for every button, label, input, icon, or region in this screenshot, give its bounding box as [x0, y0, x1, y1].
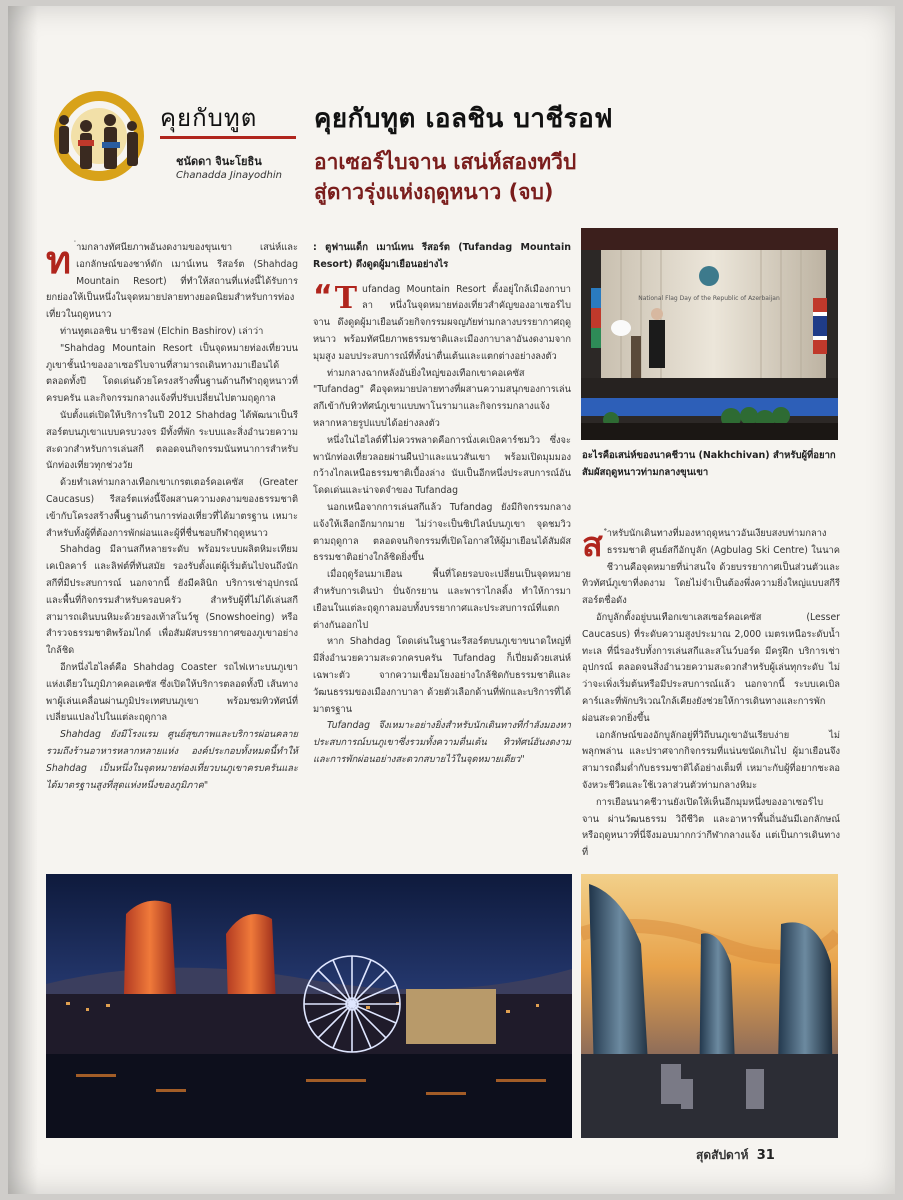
quote-mark: “: [313, 278, 333, 314]
flame-towers-sunset-photo: [581, 874, 838, 1138]
dropcap: ท: [46, 237, 72, 282]
author-name-thai: ชนัดดา จินะโยธิน: [176, 155, 262, 168]
article-column-2: [313, 240, 571, 769]
paragraph: นับตั้งแต่เปิดให้บริการในปี 2012 Shahdag ได้พัฒนาเป็นรีสอร์ตบนภูเขาแบบครบวงจร มีทั้งที่พัก ระบบและสิ่งอำนวยความสะดวกสำหรับการเล่นสกี ตลอดจนกิจกรรมนันทนาการสำหรับนักท่องเที่ยวทุกช่วงวัย: [46, 409, 298, 472]
article-column-1: [46, 237, 298, 794]
column-logo-illustration: [44, 90, 154, 188]
dropcap: ส: [582, 525, 603, 565]
paragraph: ่ามกลางทัศนียภาพอันงดงามของขุนเขา เสน่ห์และเอกลักษณ์ของชาห์ดัก เมาน์เทน รีสอร์ต (Shahdag Mountain Resort) ที่ทำให้สถานที่แห่งนี้ได้รับการยกย่องให้เป็นหนึ่งในจุดหมายปลายทางยอดนิยมสำหรับการท่องเที่ยวในฤดูหนาว: [46, 242, 298, 321]
paragraph: เอกลักษณ์ของอักบูลักอยู่ที่วิถีบนภูเขาอันเรียบง่าย ไม่พลุกพล่าน และปราศจากกิจกรรมที่แน่นขนัดเกินไป ผู้มาเยือนจึงสามารถดื่มด่ำกับธรรมชาติได้อย่างเต็มที่ เหมาะกับผู้ที่อยากชะลอจังหวะชีวิตและใช้เวลาส่วนตัวท่ามกลางหิมะ: [582, 729, 840, 791]
paragraph: นอกเหนือจากการเล่นสกีแล้ว Tufandag ยังมีกิจกรรมกลางแจ้งให้เลือกอีกมากมาย ไม่ว่าจะเป็นซิปไลน์บนภูเขา จุดชมวิวตามฤดูกาล ตลอดจนกิจกรรมที่เปิดโอกาสให้ผู้มาเยือนได้สัมผัสธรรมชาติอย่างใกล้ชิดยิ่งขึ้น: [313, 501, 571, 564]
paragraph: อักบูลักตั้งอยู่บนเทือกเขาเลสเซอร์คอเคซัส (Lesser Caucasus) ที่ระดับความสูงประมาณ 2,000 เมตรเหนือระดับน้ำทะเล ที่นี่รองรับทั้งการเล่นสกีและสโนว์บอร์ด มีครูฝึก บริการเช่าอุปกรณ์ ตลอดจนสิ่งอำนวยความสะดวกสำหรับผู้เล่นทุกระดับ ไม่ว่าจะเพิ่งเริ่มต้นหรือมีประสบการณ์แล้ว นอกจากนี้ ระบบเคเบิลคาร์และที่พักบริเวณใกล้เคียงยังช่วยให้การเดินทางและการพักผ่อนสะดวกยิ่งขึ้น: [582, 611, 840, 724]
interview-question: : ตูฟานแด็ก เมาน์เทน รีสอร์ต (Tufandag Mountain Resort) ดึงดูดผู้มาเยือนอย่างไร: [313, 242, 571, 270]
column-title-rule: [160, 136, 296, 139]
paragraph: หนึ่งในไฮไลต์ที่ไม่ควรพลาดคือการนั่งเคเบิลคาร์ชมวิว ซึ่งจะพานักท่องเที่ยวลอยผ่านผืนป่าและแนวสันเขา พร้อมเปิดมุมมองกว้างไกลเหนือธรรมชาติเบื้องล่าง นับเป็นอีกหนึ่งประสบการณ์อันโดดเด่นและน่าจดจำของ Tufandag: [313, 434, 571, 497]
paragraph-italic: Shahdag ยังมีโรงแรม ศูนย์สุขภาพและบริการผ่อนคลาย รวมถึงร้านอาหารหลากหลายแห่ง องค์ประกอบทั้งหมดนี้ทำให้ Shahdag เป็นหนึ่งในจุดหมายท่องเที่ยวบนภูเขาครบครันและได้มาตรฐานสูงที่สุดแห่งหนึ่งของภูมิภาค": [46, 729, 298, 791]
paragraph: เมื่อฤดูร้อนมาเยือน พื้นที่โดยรอบจะเปลี่ยนเป็นจุดหมายสำหรับการเดินป่า ปั่นจักรยาน และพาราไกลดิ้ง ทำให้การมาเยือนในแต่ละฤดูกาลมอบทั้งบรรยากาศและประสบการณ์ที่แตกต่างกันออกไป: [313, 569, 571, 631]
paragraph: ด้วยทำเลท่ามกลางเทือกเขาเกรตเตอร์คอเคซัส (Greater Caucasus) รีสอร์ตแห่งนี้จึงผสานความงดงามของธรรมชาติเข้ากับโครงสร้างพื้นฐานด้านการท่องเที่ยวที่ได้มาตรฐาน เหมาะสำหรับทั้งผู้ที่ต้องการพักผ่อนและผู้ที่ชื่นชอบกีฬาฤดูหนาว: [46, 477, 298, 539]
dropcap: T: [334, 280, 358, 316]
paragraph: Shahdag มีลานสกีหลายระดับ พร้อมระบบผลิตหิมะเทียม เคเบิลคาร์ และลิฟต์ที่ทันสมัย รองรับตั้งแต่ผู้เริ่มต้นไปจนถึงนักสกีที่มีประสบการณ์ นอกจากนี้ ยังมีคลินิก บริการเช่าอุปกรณ์ และพื้นที่กิจกรรมสำหรับครอบครัว สำหรับผู้ที่ไม่ได้เล่นสกี สามารถเดินบนหิมะด้วยรองเท้าสโนว์ชู (Snowshoeing) หรือสำรวจธรรมชาติพร้อมไกด์ เพื่อสัมผัสบรรยากาศของภูเขาอย่างใกล้ชิด: [46, 544, 298, 657]
paragraph: ท่ามกลางฉากหลังอันยิ่งใหญ่ของเทือกเขาคอเคซัส "Tufandag" คือจุดหมายปลายทางที่ผสานความสนุกของการเล่นสกีเข้ากับทิวทัศน์ภูเขาแบบพาโนรามาและกิจกรรมกลางแจ้งหลากหลายรูปแบบได้อย่างลงตัว: [313, 367, 571, 429]
paragraph: หาก Shahdag โดดเด่นในฐานะรีสอร์ตบนภูเขาขนาดใหญ่ที่มีสิ่งอำนวยความสะดวกครบครัน Tufandag ก็เปี่ยมด้วยเสน่ห์เฉพาะตัว จากความเชื่อมโยงอย่างใกล้ชิดกับธรรมชาติและวัฒนธรรมของเมืองกาบาลา ด้วยตัวเลือกด้านที่พักและบริการที่ได้มาตรฐาน: [313, 636, 571, 715]
headline: คุยกับทูต เอลชิน บาชีรอฟ: [314, 104, 614, 134]
magazine-name: สุดสัปดาห์: [696, 1148, 749, 1162]
magazine-page: [8, 6, 895, 1194]
banner-text: National Flag Day of the Republic of Azerbaijan: [638, 295, 780, 302]
subheadline-line-2: สู่ดาวรุ่งแห่งฤดูหนาว (จบ): [314, 180, 554, 204]
subheadline-line-1: อาเซอร์ไบจาน เสน่ห์สองทวีป: [314, 150, 577, 174]
paragraph: ำหรับนักเดินทางที่มองหาฤดูหนาวอันเงียบสงบท่ามกลางธรรมชาติ ศูนย์สกีอักบูลัก (Agbulag Ski Centre) ในนาคชีวานคือจุดหมายที่น่าสนใจ ด้วยบรรยากาศเป็นส่วนตัวและทิวทัศน์ภูเขาที่งดงาม โดยไม่จำเป็นต้องพึ่งความยิ่งใหญ่แบบสกีรีสอร์ตชื่อดัง: [582, 528, 840, 607]
page-footer: [696, 1146, 775, 1165]
paragraph: ท่านทูตเอลชิน บาชีรอฟ (Elchin Bashirov) เล่าว่า: [60, 325, 264, 337]
paragraph: ufandag Mountain Resort ตั้งอยู่ใกล้เมืองกาบาลา หนึ่งในจุดหมายท่องเที่ยวสำคัญของอาเซอร์ไบจาน ดึงดูดผู้มาเยือนด้วยกิจกรรมผจญภัยท่ามกลางบรรยากาศฤดูหนาว พร้อมทัศนียภาพธรรมชาติและเมืองกาบาลาอันงดงามจากมุมสูง มอบประสบการณ์ที่ทั้งน่าตื่นเต้นและแตกต่างอย่างลงตัว: [313, 283, 571, 362]
page-number: 31: [756, 1148, 775, 1163]
paragraph-italic: Tufandag จึงเหมาะอย่างยิ่งสำหรับนักเดินทางที่กำลังมองหาประสบการณ์บนภูเขาซึ่งรวมทั้งความตื่นเต้น ทิวทัศน์อันงดงาม และการพักผ่อนอย่างสะดวกสบายไว้ในจุดหมายเดียว": [313, 720, 571, 765]
paragraph: "Shahdag Mountain Resort เป็นจุดหมายท่องเที่ยวบนภูเขาชั้นนำของอาเซอร์ไบจานที่สามารถเดินทางมาเยือนได้ตลอดทั้งปี โดดเด่นด้วยโครงสร้างพื้นฐานด้านกีฬาฤดูหนาวที่ครบครัน และกิจกรรมกลางแจ้งที่ปรับเปลี่ยนไปตามฤดูกาล: [46, 342, 298, 405]
paragraph: อีกหนึ่งไฮไลต์คือ Shahdag Coaster รถไฟเหาะบนภูเขาแห่งเดียวในภูมิภาคคอเคซัส ซึ่งเปิดให้บริการตลอดทั้งปี เส้นทางพาผู้เล่นเคลื่อนผ่านภูมิประเทศบนภูเขา พร้อมชมทิวทัศน์ที่เปลี่ยนแปลงไปในแต่ละฤดูกาล: [46, 661, 298, 724]
author-name-english: Chanadda Jinayodhin: [176, 170, 282, 181]
binding-shadow: [8, 6, 38, 1194]
photo-caption: อะไรคือเสน่ห์ของนาคชีวาน (Nakhchivan) สำหรับผู้ที่อยากสัมผัสฤดูหนาวท่ามกลางขุนเขา: [582, 450, 836, 478]
column-title: คุยกับทูต: [160, 104, 258, 132]
paragraph: การเยือนนาคชีวานยังเปิดให้เห็นอีกมุมหนึ่งของอาเซอร์ไบจาน ผ่านวัฒนธรรม วิถีชีวิต และอาหารพื้นถิ่นอันมีเอกลักษณ์ หรือฤดูหนาวที่นี่จึงมอบมากกว่ากีฬากลางแจ้ง แต่เป็นการเดินทางที่: [582, 796, 840, 859]
baku-night-skyline-photo: [46, 874, 572, 1138]
article-column-3: [582, 526, 840, 862]
ceremony-photo: [581, 228, 838, 440]
